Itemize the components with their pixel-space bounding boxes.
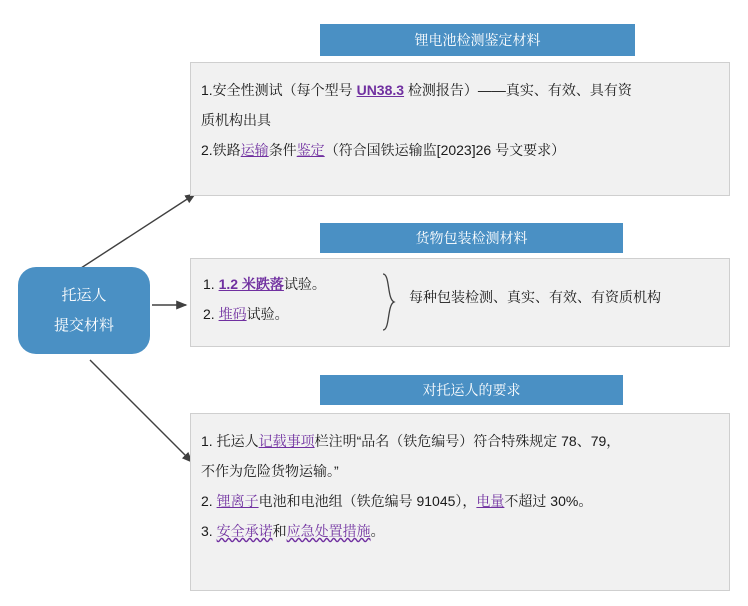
text-run: 检测报告）——真实、有效、具有资 xyxy=(404,82,632,98)
section-header-packaging: 货物包装检测材料 xyxy=(320,223,623,253)
text-run: 质机构出具 xyxy=(201,112,271,128)
text-run: 试验。 xyxy=(283,276,326,292)
source-node-line1: 托运人 xyxy=(61,286,107,304)
packaging-line-2 xyxy=(203,299,383,329)
text-run: 不超过 30%。 xyxy=(504,493,593,509)
consignor-line-4 xyxy=(201,516,719,546)
section-header-battery: 锂电池检测鉴定材料 xyxy=(320,24,635,56)
arrow-to-battery xyxy=(78,194,195,270)
consignor-line-2 xyxy=(201,456,719,486)
section-body-packaging xyxy=(190,258,730,347)
text-run: 条件 xyxy=(268,142,297,158)
section-body-battery xyxy=(190,62,730,196)
text-run: 和 xyxy=(272,523,287,539)
packaging-left-column xyxy=(203,269,383,329)
consignor-line-1 xyxy=(201,426,719,456)
packaging-right-note: 每种包装检测、真实、有效、有资质机构 xyxy=(409,289,661,305)
curly-brace-icon xyxy=(381,273,403,331)
text-run: 2. xyxy=(201,493,217,509)
text-run: 不作为危险货物运输。” xyxy=(201,463,339,479)
source-node[interactable] xyxy=(18,267,150,354)
text-run-un383: UN38.3 xyxy=(356,82,405,98)
text-run: 3. xyxy=(201,523,217,539)
text-run-appraisal: 鉴定 xyxy=(296,142,325,158)
consignor-line-3 xyxy=(201,486,719,516)
text-run: 1. 托运人 xyxy=(201,433,259,449)
text-run: 2.铁路 xyxy=(201,142,241,158)
text-run: 栏注明“品名（铁危编号）符合特殊规定 78、79， xyxy=(314,433,621,449)
source-node-line2: 提交材料 xyxy=(53,316,114,334)
text-run: 1.安全性测试（每个型号 xyxy=(201,82,357,98)
text-run: 试验。 xyxy=(246,306,289,322)
text-run: 1. xyxy=(203,276,219,292)
text-run-stacking: 堆码 xyxy=(218,306,247,322)
battery-line-1 xyxy=(201,75,719,105)
text-run-emergency-measures: 应急处置措施 xyxy=(286,523,371,539)
text-run-lithium-ion: 锂离子 xyxy=(216,493,259,509)
text-run-record-items: 记载事项 xyxy=(258,433,315,449)
text-run-safety-commitment: 安全承诺 xyxy=(216,523,273,539)
packaging-line-1 xyxy=(203,269,383,299)
text-run: 电池和电池组（铁危编号 91045）， xyxy=(258,493,477,509)
text-run: （符合国铁运输监[2023]26 号文要求） xyxy=(324,142,566,158)
battery-line-2 xyxy=(201,105,719,135)
text-run-charge: 电量 xyxy=(476,493,505,509)
battery-line-3 xyxy=(201,135,719,165)
text-run: 。 xyxy=(370,523,385,539)
section-body-consignor xyxy=(190,413,730,591)
arrow-to-consignor xyxy=(90,360,192,462)
text-run: 2. xyxy=(203,306,219,322)
text-run-transport: 运输 xyxy=(240,142,269,158)
text-run-drop-test: 1.2 米跌落 xyxy=(218,276,284,292)
section-header-consignor: 对托运人的要求 xyxy=(320,375,623,405)
